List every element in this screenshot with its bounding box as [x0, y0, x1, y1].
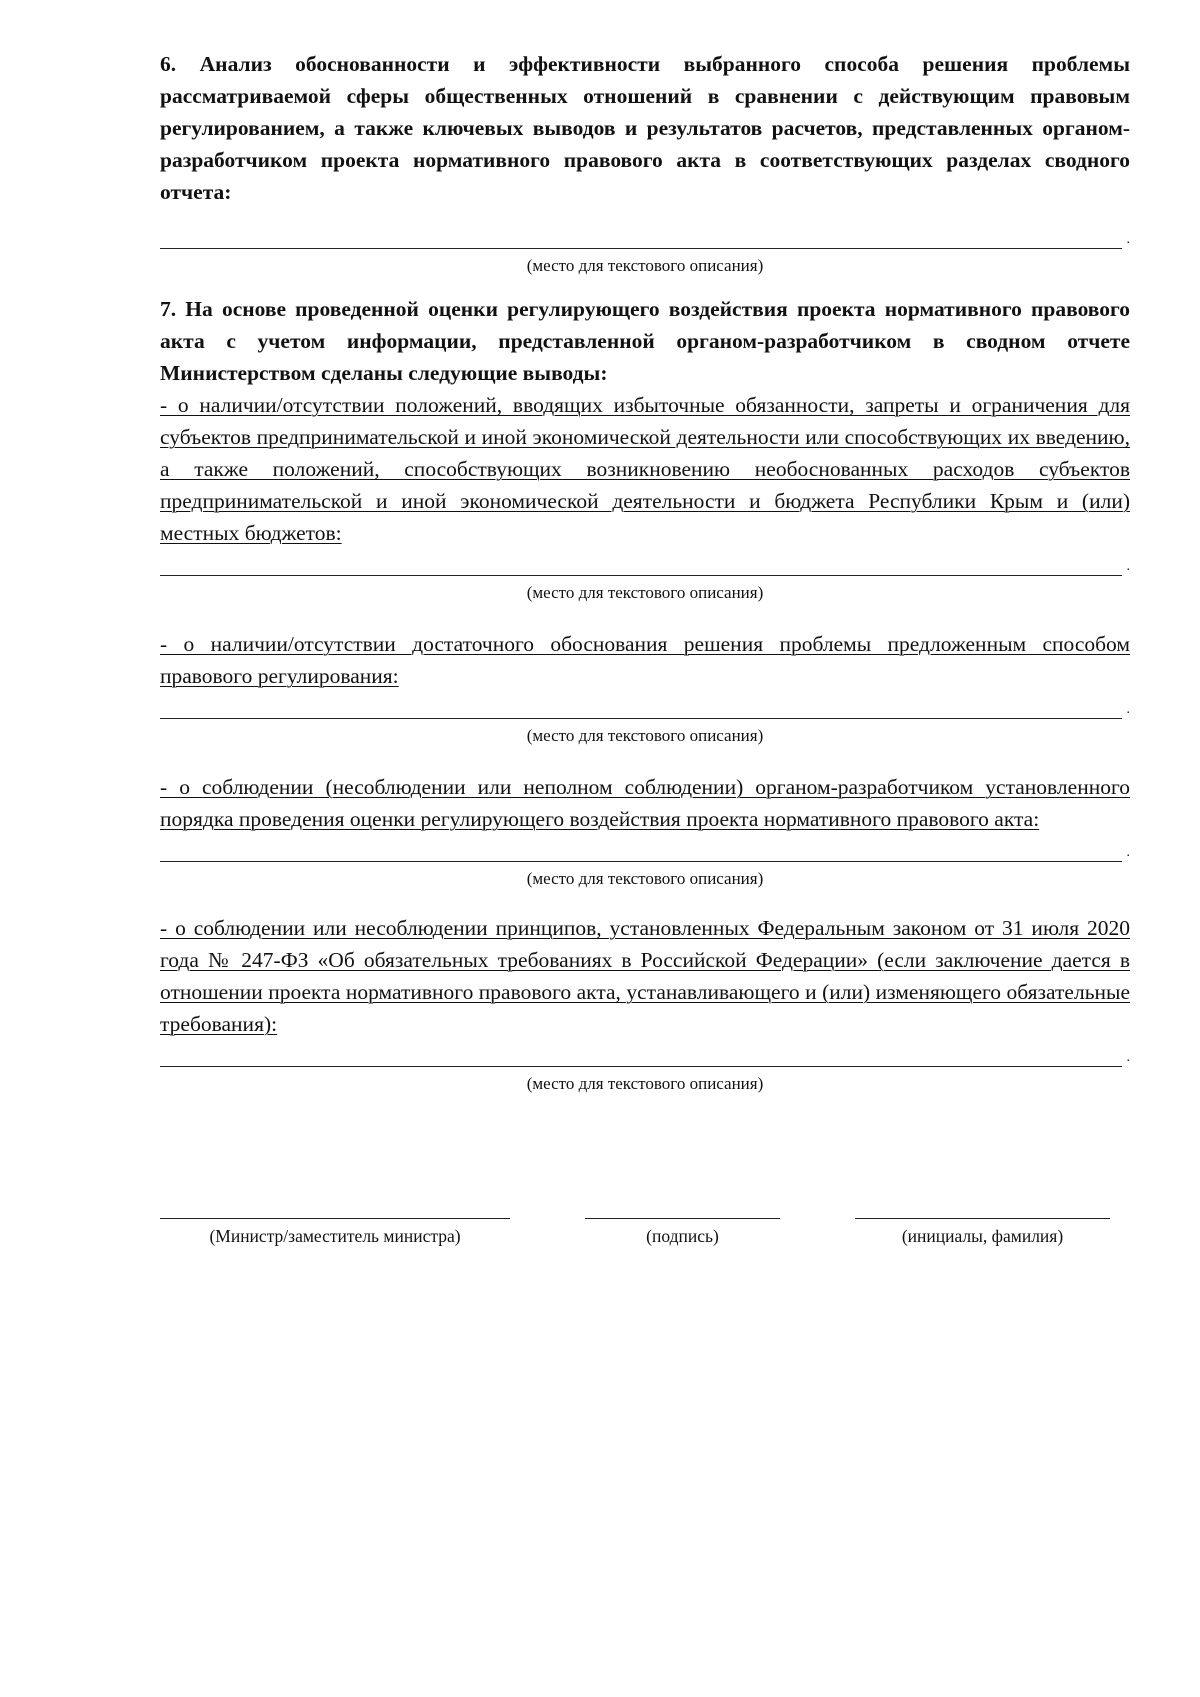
section-7-item-3-fill-line	[160, 859, 1122, 862]
section-7-item-1-text: - о наличии/отсутствии положений, вводящих избыточные обязанности, запреты и ограничения для субъектов предпринимательской и иной экономической деятельности или способствующих их введению, а также положений, способствующих возникновению необоснованных расходов субъектов предпринимательской и иной экономической деятельности и бюджета Республики Крым и (или) местных бюджетов:	[160, 393, 1130, 545]
signature-fill-line	[585, 1217, 780, 1219]
section-7-item-2-fill-line	[160, 716, 1122, 719]
section-7-item-3-text: - о соблюдении (несоблюдении или неполном соблюдении) органом-разработчиком установленного порядка проведения оценки регулирующего воздействия проекта нормативного правового акта:	[160, 775, 1130, 831]
name-label: (инициалы, фамилия)	[901, 1226, 1064, 1246]
position-label: (Министр/заместитель министра)	[209, 1226, 461, 1246]
section-7-item-1-fill-line	[160, 573, 1122, 576]
section-7-item-2-caption: (место для текстового описания)	[526, 726, 764, 745]
section-7-heading: 7. На основе проведенной оценки регулирующего воздействия проекта нормативного правового акта с учетом информации, представленной органом-разработчиком в сводном отчете Министерством сделаны следующие выводы:	[160, 297, 1130, 385]
name-signature-block	[855, 1217, 1110, 1247]
section-7-item-2-text: - о наличии/отсутствии достаточного обоснования решения проблемы предложенным способом правового регулирования:	[160, 632, 1130, 688]
signature-label: (подпись)	[646, 1226, 719, 1246]
signature-row	[160, 1217, 1120, 1277]
document-page	[160, 48, 1130, 1095]
section-6-fill-line	[160, 246, 1122, 249]
section-6-heading: 6. Анализ обоснованности и эффективности выбранного способа решения проблемы рассматриваемой сферы общественных отношений в сравнении с действующим правовым регулированием, а также ключевых выводов и результатов расчетов, представленных органом-разработчиком проекта нормативного правового акта в соответствующих разделах сводного отчета:	[160, 52, 1130, 204]
section-7-item-1-caption: (место для текстового описания)	[526, 583, 764, 602]
position-signature-block	[160, 1217, 510, 1247]
signature-block	[585, 1217, 780, 1247]
name-fill-line	[855, 1217, 1110, 1219]
section-7-item-4-text: - о соблюдении или несоблюдении принципов, установленных Федеральным законом от 31 июля 2020 года № 247-ФЗ «Об обязательных требованиях в Российской Федерации» (если заключение дается в отношении проекта нормативного правового акта, устанавливающего и (или) изменяющего обязательные требования):	[160, 916, 1130, 1036]
section-6-caption: (место для текстового описания)	[526, 256, 764, 275]
section-7-item-4-fill-line	[160, 1064, 1122, 1067]
section-7-item-4-caption: (место для текстового описания)	[526, 1074, 764, 1093]
position-fill-line	[160, 1217, 510, 1219]
section-7-item-3-caption: (место для текстового описания)	[526, 869, 764, 888]
